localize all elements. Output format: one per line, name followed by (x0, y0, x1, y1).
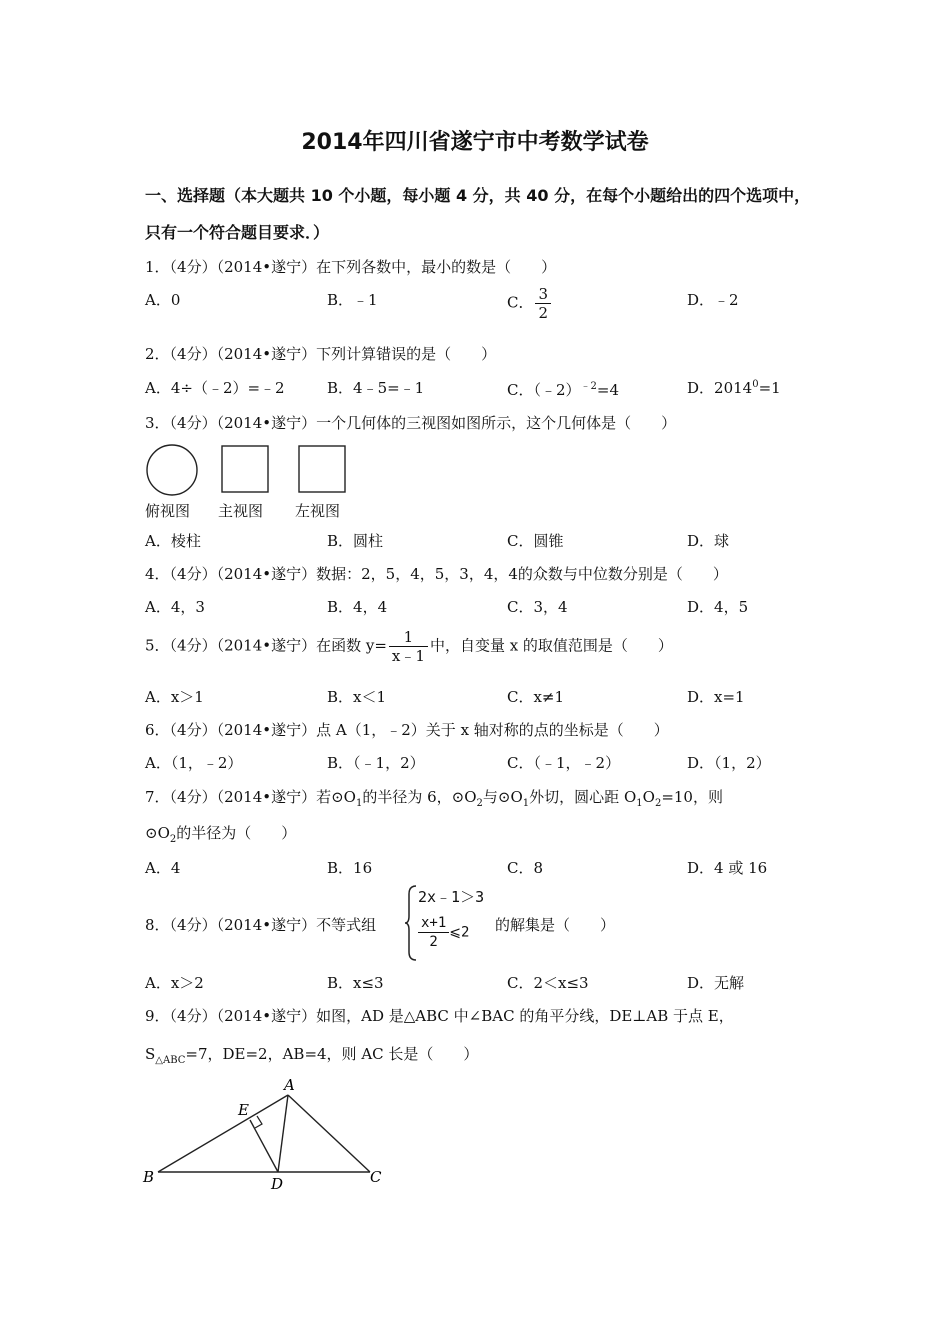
q1-fraction: $\frac{3}{2}$ (535, 285, 551, 322)
question-8-stem-a: 8．（4分）（2014•遂宁）不等式组 (145, 916, 377, 934)
question-5: 5．（4分）（2014•遂宁）在函数 y= $\frac{1}{x﹣1}$ 中，自变量 x 的取值范围是（ ） (145, 628, 673, 665)
inequality-2: $\frac{x+1}{2}$ ⩽2 (418, 914, 469, 951)
three-views-figure (140, 440, 360, 500)
q4-option-d: D．4，5 (687, 598, 749, 616)
label-d: D (271, 1175, 284, 1193)
q5-option-b: B．x＜1 (327, 688, 387, 706)
label-e: E (238, 1101, 249, 1119)
q6-option-c: C．（﹣1，﹣2） (507, 754, 621, 772)
inequality-1: 2x﹣1＞3 (418, 888, 485, 906)
q1-option-b: B．﹣1 (327, 291, 378, 309)
question-8-stem-b: 的解集是（ ） (495, 916, 616, 934)
inequality-system (404, 884, 499, 962)
q4-option-a: A．4，3 (145, 598, 205, 616)
q2-option-d: D．$2014^0=1$ (687, 379, 781, 397)
right-angle-mark (255, 1116, 262, 1128)
q8-option-d: D．无解 (687, 974, 745, 992)
q7-option-a: A．4 (145, 859, 181, 877)
q7-option-c: C．8 (507, 859, 544, 877)
segment-ba (158, 1095, 288, 1172)
q3-option-c: C．圆锥 (507, 532, 564, 550)
q2-option-a: A．4÷（﹣2）=﹣2 (145, 379, 285, 397)
segment-ac (288, 1095, 370, 1172)
q6-option-b: B．（﹣1，2） (327, 754, 425, 772)
q5-fraction: $\frac{1}{x﹣1}$ (389, 628, 428, 665)
q3-option-a: A．棱柱 (145, 532, 201, 550)
section-heading-line2: 只有一个符合题目要求．） (145, 223, 330, 242)
q5-option-c: C．x≠1 (507, 688, 565, 706)
label-b: B (143, 1168, 155, 1186)
side-view-square (299, 446, 345, 492)
q6-option-a: A．（1，﹣2） (145, 754, 243, 772)
q2-option-b: B．4﹣5=﹣1 (327, 379, 425, 397)
q4-option-c: C．3，4 (507, 598, 568, 616)
question-2: 2．（4分）（2014•遂宁）下列计算错误的是（ ） (145, 345, 497, 363)
top-view-label: 俯视图 (145, 502, 191, 520)
q4-option-b: B．4，4 (327, 598, 388, 616)
question-4: 4．（4分）（2014•遂宁）数据：2，5，4，5，3，4，4的众数与中位数分别是（ ） (145, 565, 728, 583)
segment-de (250, 1120, 278, 1172)
q7-option-b: B．16 (327, 859, 373, 877)
question-9-line1: 9．（4分）（2014•遂宁）如图，AD 是△ABC 中∠BAC 的角平分线，DE⊥AB 于点 E， (145, 1007, 734, 1025)
triangle-figure (138, 1075, 398, 1195)
q6-option-d: D．（1，2） (687, 754, 771, 772)
page-title: 2014年四川省遂宁市中考数学试卷 (301, 130, 649, 155)
q1-option-a: A．0 (145, 291, 181, 309)
question-7-line1: 7．（4分）（2014•遂宁）若$⊙O_1$的半径为 6，$⊙O_2$与$⊙O_1$外切，圆心距 $O_1O_2=10$，则 (145, 788, 723, 809)
q8-option-c: C．2＜x≤3 (507, 974, 589, 992)
brace-symbol (404, 884, 418, 962)
q8-option-b: B．x≤3 (327, 974, 384, 992)
top-view-circle (147, 445, 197, 495)
q2-option-c: C．（﹣2）$^{﹣2}$=4 (507, 381, 620, 399)
label-c: C (370, 1168, 382, 1186)
section-heading-line1: 一、选择题（本大题共 10 个小题，每小题 4 分，共 40 分，在每个小题给出的四个选项中， (145, 186, 811, 205)
q5-option-a: A．x＞1 (145, 688, 204, 706)
q3-option-b: B．圆柱 (327, 532, 384, 550)
question-9-line2: $S_{\triangle ABC}=7$，DE=2，AB=4，则 AC 长是（ ） (145, 1045, 479, 1066)
label-a: A (284, 1076, 295, 1094)
question-7-line2: $⊙O_2$的半径为（ ） (145, 824, 297, 845)
front-view-label: 主视图 (218, 502, 264, 520)
question-1: 1．（4分）（2014•遂宁）在下列各数中，最小的数是（ ） (145, 258, 557, 276)
q1-option-d: D．﹣2 (687, 291, 739, 309)
q5-option-d: D．x=1 (687, 688, 745, 706)
q1-option-c-label: C． (507, 293, 534, 312)
front-view-square (222, 446, 268, 492)
q3-option-d: D．球 (687, 532, 730, 550)
q7-option-d: D．4 或 16 (687, 859, 768, 877)
side-view-label: 左视图 (295, 502, 341, 520)
segment-ad (278, 1095, 288, 1172)
q8-option-a: A．x＞2 (145, 974, 204, 992)
question-6: 6．（4分）（2014•遂宁）点 A（1，﹣2）关于 x 轴对称的点的坐标是（ ） (145, 721, 669, 739)
question-3: 3．（4分）（2014•遂宁）一个几何体的三视图如图所示，这个几何体是（ ） (145, 414, 677, 432)
q1-option-c (507, 285, 553, 322)
